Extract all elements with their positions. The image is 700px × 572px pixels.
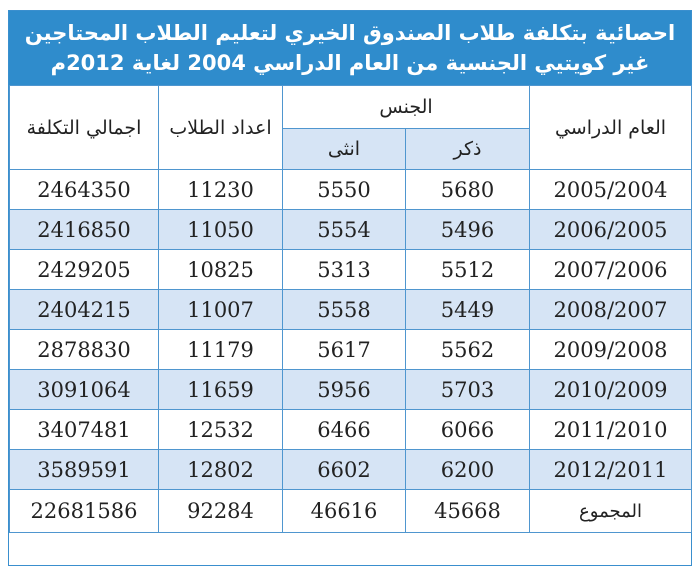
cell-male: 6066 [406,410,530,450]
table-row [10,410,692,450]
cell-academic-year: 2009/2008 [530,330,692,370]
title-line-2: غير كويتيي الجنسية من العام الدراسي 2004 لغاية 2012م [50,51,650,75]
total-male-sum: 45668 [406,490,530,533]
header-male: ذكر [406,129,530,170]
table-frame [8,10,692,566]
cell-female: 5558 [283,290,406,330]
cell-male: 5680 [406,170,530,210]
table-body [10,170,692,533]
cell-female: 5956 [283,370,406,410]
cell-female: 6466 [283,410,406,450]
cell-academic-year: 2010/2009 [530,370,692,410]
table-row [10,450,692,490]
cell-female: 6602 [283,450,406,490]
cell-female: 5550 [283,170,406,210]
cell-academic-year: 2008/2007 [530,290,692,330]
cell-num-students: 11659 [159,370,283,410]
cell-male: 5512 [406,250,530,290]
title-line-1: احصائية بتكلفة طلاب الصندوق الخيري لتعليم الطلاب المحتاجين [24,21,676,45]
cell-total-cost: 3091064 [10,370,159,410]
cell-female: 5554 [283,210,406,250]
cell-academic-year: 2007/2006 [530,250,692,290]
cell-num-students: 10825 [159,250,283,290]
cell-total-cost: 2878830 [10,330,159,370]
table-title [9,11,691,85]
cell-academic-year: 2006/2005 [530,210,692,250]
cell-num-students: 11179 [159,330,283,370]
cell-num-students: 11050 [159,210,283,250]
cell-male: 5496 [406,210,530,250]
header-female: انثى [283,129,406,170]
cell-total-cost: 2464350 [10,170,159,210]
header-gender: الجنس [283,86,530,129]
total-cost-sum: 22681586 [10,490,159,533]
table-row [10,170,692,210]
cell-female: 5617 [283,330,406,370]
cell-male: 5562 [406,330,530,370]
header-academic-year: العام الدراسي [530,86,692,170]
cell-total-cost: 3589591 [10,450,159,490]
cell-academic-year: 2005/2004 [530,170,692,210]
cell-num-students: 12802 [159,450,283,490]
header-num-students: اعداد الطلاب [159,86,283,170]
total-female-sum: 46616 [283,490,406,533]
statistics-table [9,85,692,533]
total-label: المجموع [530,490,692,533]
table-row [10,210,692,250]
total-students-sum: 92284 [159,490,283,533]
cell-male: 6200 [406,450,530,490]
cell-total-cost: 2429205 [10,250,159,290]
cell-num-students: 11007 [159,290,283,330]
cell-num-students: 12532 [159,410,283,450]
cell-total-cost: 2416850 [10,210,159,250]
table-row [10,330,692,370]
cell-num-students: 11230 [159,170,283,210]
cell-academic-year: 2011/2010 [530,410,692,450]
table-row [10,370,692,410]
total-row [10,490,692,533]
cell-academic-year: 2012/2011 [530,450,692,490]
table-row [10,290,692,330]
cell-total-cost: 3407481 [10,410,159,450]
table-row [10,250,692,290]
cell-total-cost: 2404215 [10,290,159,330]
cell-female: 5313 [283,250,406,290]
cell-male: 5703 [406,370,530,410]
cell-male: 5449 [406,290,530,330]
header-total-cost: اجمالي التكلفة [10,86,159,170]
